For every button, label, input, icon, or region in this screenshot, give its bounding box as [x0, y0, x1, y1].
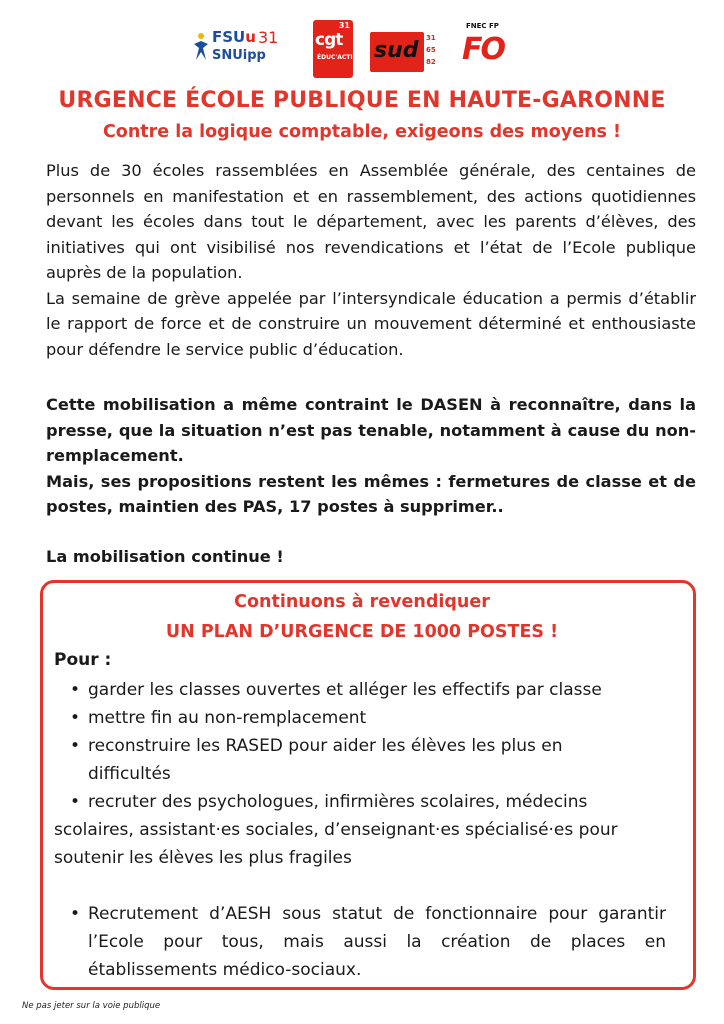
fo-logo: [460, 22, 516, 78]
bullet-icon: •: [70, 708, 81, 728]
paragraph-2: La semaine de grève appelée par l’intersyndicale éducation a permis d’établir le rapport de force et de construire un mouvement déterminé et enthousiaste pour défendre le service public d’éducation.: [46, 288, 696, 359]
bullet-icon: •: [70, 904, 81, 924]
sud-name: sud: [374, 38, 419, 63]
list-item: • reconstruire les RASED pour aider les élèves les plus en difficultés: [66, 732, 626, 788]
snuipp-label: SNUipp: [212, 48, 266, 63]
list-item: • garder les classes ouvertes et alléger les effectifs par classe: [66, 676, 676, 704]
cgt-logo: [313, 20, 363, 78]
box-title-2: UN PLAN D’URGENCE DE 1000 POSTES !: [165, 622, 559, 642]
page-title: URGENCE ÉCOLE PUBLIQUE EN HAUTE-GARONNE: [58, 88, 666, 113]
fsu-name: FSU: [212, 28, 246, 46]
list-item: • recruter des psychologues, infirmières scolaires, médecins scolaires, assistant·es sociales, d’enseignant·es spécialisé·es pour soutenir les élèves les plus fragiles: [54, 788, 654, 872]
fo-name: FO: [462, 32, 504, 67]
paragraph-5: La mobilisation continue !: [46, 547, 284, 566]
bullet-icon: •: [70, 680, 81, 700]
bullet-icon: •: [70, 792, 81, 812]
sud-num-2: 65: [426, 46, 436, 54]
footer-note: Ne pas jeter sur la voie publique: [22, 1001, 161, 1011]
intro-paragraphs: [46, 158, 696, 362]
list-item: • Recrutement d’AESH sous statut de fonctionnaire pour garantir l’Ecole pour tous, mais aussi la création de places en établissements médico-sociaux.: [66, 900, 666, 984]
paragraph-3: Cette mobilisation a même contraint le DASEN à reconnaître, dans la presse, que la situation n’est pas tenable, notamment à cause du non-remplacement.: [46, 395, 696, 465]
sud-num-1: 31: [426, 34, 436, 42]
pour-label: Pour :: [54, 650, 112, 670]
cgt-name: cgt: [315, 30, 343, 50]
paragraph-4: Mais, ses propositions restent les mêmes : fermetures de classe et de postes, maintien des PAS, 17 postes à supprimer..: [46, 471, 696, 516]
cgt-number: 31: [338, 21, 350, 30]
logos-row: [0, 18, 724, 78]
paragraph-1: Plus de 30 écoles rassemblées en Assemblée générale, des centaines de personnels en manifestation et en rassemblement, des actions quotidiennes devant les écoles dans tout le département, avec les parents d’élèves, des initiatives qui ont visibilisé nos revendications et l’état de l’Ecole publique auprès de la population.: [46, 161, 696, 282]
box-title-1: Continuons à revendiquer: [234, 592, 490, 612]
fsu-snuipp-logo: [192, 26, 290, 72]
sud-logo: [370, 30, 440, 76]
sud-num-3: 82: [426, 58, 436, 66]
fsu-figure-icon: [192, 32, 210, 62]
bold-paragraphs: [46, 392, 696, 520]
bullet-icon: •: [70, 736, 81, 756]
fo-top-label: FNEC FP: [466, 22, 499, 30]
fsu-u: u: [245, 28, 256, 46]
fsu-dept: 31: [258, 28, 279, 47]
list-item: • mettre fin au non-remplacement: [66, 704, 676, 732]
page-subtitle: Contre la logique comptable, exigeons des moyens !: [102, 122, 622, 142]
cgt-sub: ÉDUC'ACTION: [317, 54, 363, 61]
